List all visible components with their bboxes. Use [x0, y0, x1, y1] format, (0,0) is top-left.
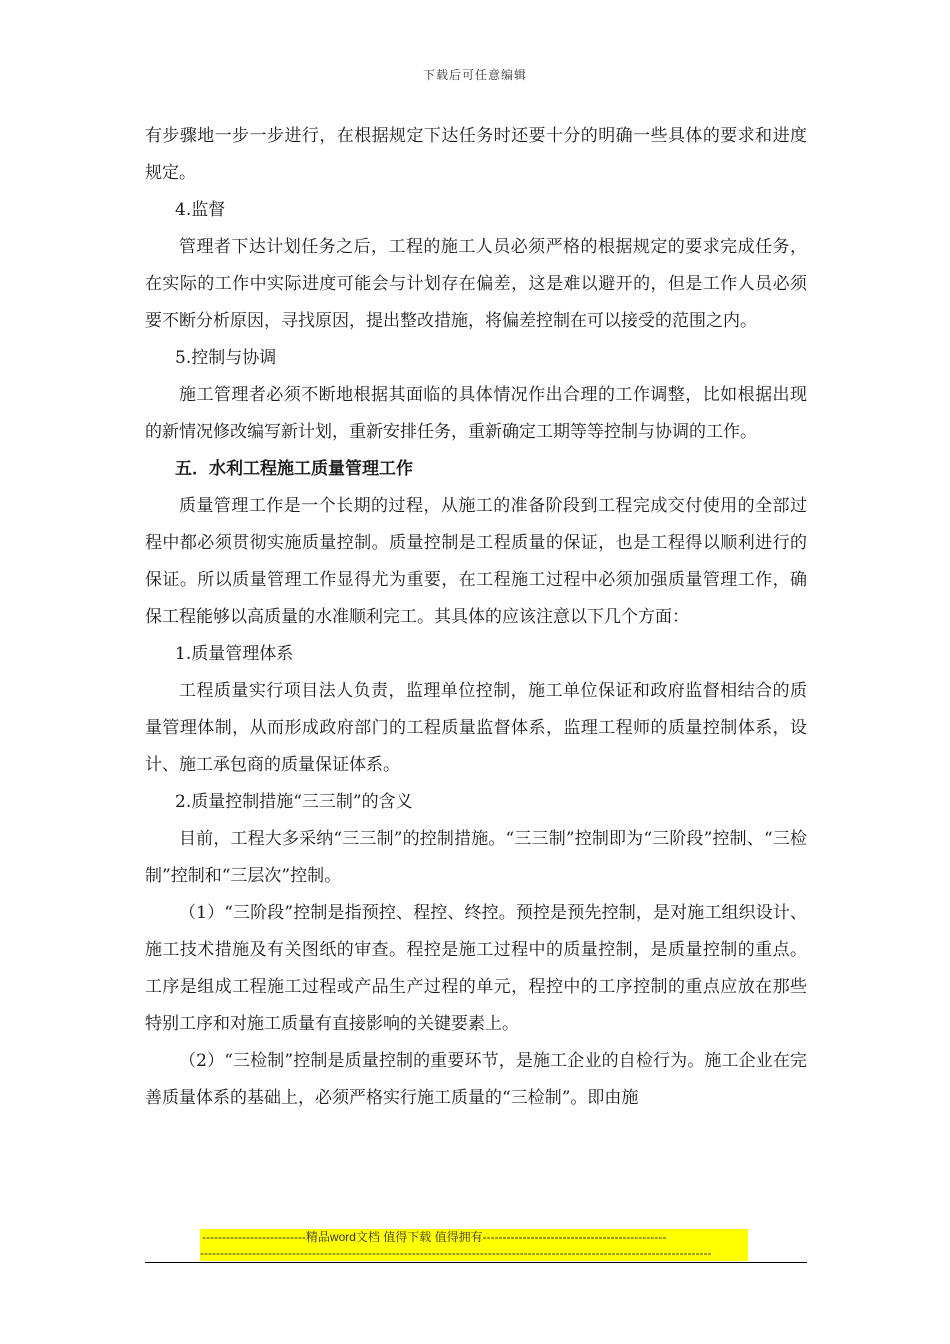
- subheading-supervision: 4.监督: [175, 200, 226, 220]
- subheading-control-coordination: 5.控制与协调: [175, 348, 277, 368]
- footer-rule: [145, 1262, 807, 1263]
- document-body: [145, 118, 807, 1117]
- paragraph-continuation: 有步骤地一步一步进行，在根据规定下达任务时还要十分的明确一些具体的要求和进度规定。: [145, 126, 807, 183]
- section-heading: 五．水利工程施工质量管理工作: [175, 459, 413, 479]
- paragraph: （1）“三阶段”控制是指预控、程控、终控。预控是预先控制，是对施工组织设计、施工技术措施及有关图纸的审查。程控是施工过程中的质量控制，是质量控制的重点。工序是组成工程施工过程或产品生产过程的单元，程控中的工序控制的重点应放在那些特别工序和对施工质量有直接影响的关键要素上。: [145, 903, 807, 1034]
- paragraph: 工程质量实行项目法人负责，监理单位控制，施工单位保证和政府监督相结合的质量管理体制，从而形成政府部门的工程质量监督体系，监理工程师的质量控制体系，设计、施工承包商的质量保证体系。: [145, 681, 807, 775]
- paragraph: 施工管理者必须不断地根据其面临的具体情况作出合理的工作调整，比如根据出现的新情况修改编写新计划，重新安排任务，重新确定工期等等控制与协调的工作。: [145, 385, 807, 442]
- footer-banner-line-1: --------------------------精品word文档 值得下载 值得拥有----------------------------------------------: [202, 1230, 667, 1244]
- paragraph: 目前，工程大多采纳“三三制”的控制措施。“三三制”控制即为“三阶段”控制、“三检制”控制和“三层次”控制。: [145, 829, 807, 886]
- page-header: 下载后可任意编辑: [422, 68, 527, 82]
- footer-banner-line-2: --------------------------------------------------------------------------------------------------------------------------------: [200, 1246, 712, 1260]
- paragraph: 管理者下达计划任务之后，工程的施工人员必须严格的根据规定的要求完成任务，在实际的工作中实际进度可能会与计划存在偏差，这是难以避开的，但是工作人员必须要不断分析原因，寻找原因，提出整改措施，将偏差控制在可以接受的范围之内。: [145, 237, 807, 331]
- subheading-quality-system: 1.质量管理体系: [175, 644, 294, 664]
- paragraph: （2）“三检制”控制是质量控制的重要环节，是施工企业的自检行为。施工企业在完善质量体系的基础上，必须严格实行施工质量的“三检制”。即由施: [145, 1051, 807, 1108]
- paragraph: 质量管理工作是一个长期的过程，从施工的准备阶段到工程完成交付使用的全部过程中都必须贯彻实施质量控制。质量控制是工程质量的保证，也是工程得以顺利进行的保证。所以质量管理工作显得尤为重要，在工程施工过程中必须加强质量管理工作，确保工程能够以高质量的水准顺利完工。其具体的应该注意以下几个方面：: [145, 496, 807, 627]
- subheading-three-three-system: 2.质量控制措施“三三制”的含义: [175, 792, 413, 812]
- footer-banner: [200, 1229, 748, 1261]
